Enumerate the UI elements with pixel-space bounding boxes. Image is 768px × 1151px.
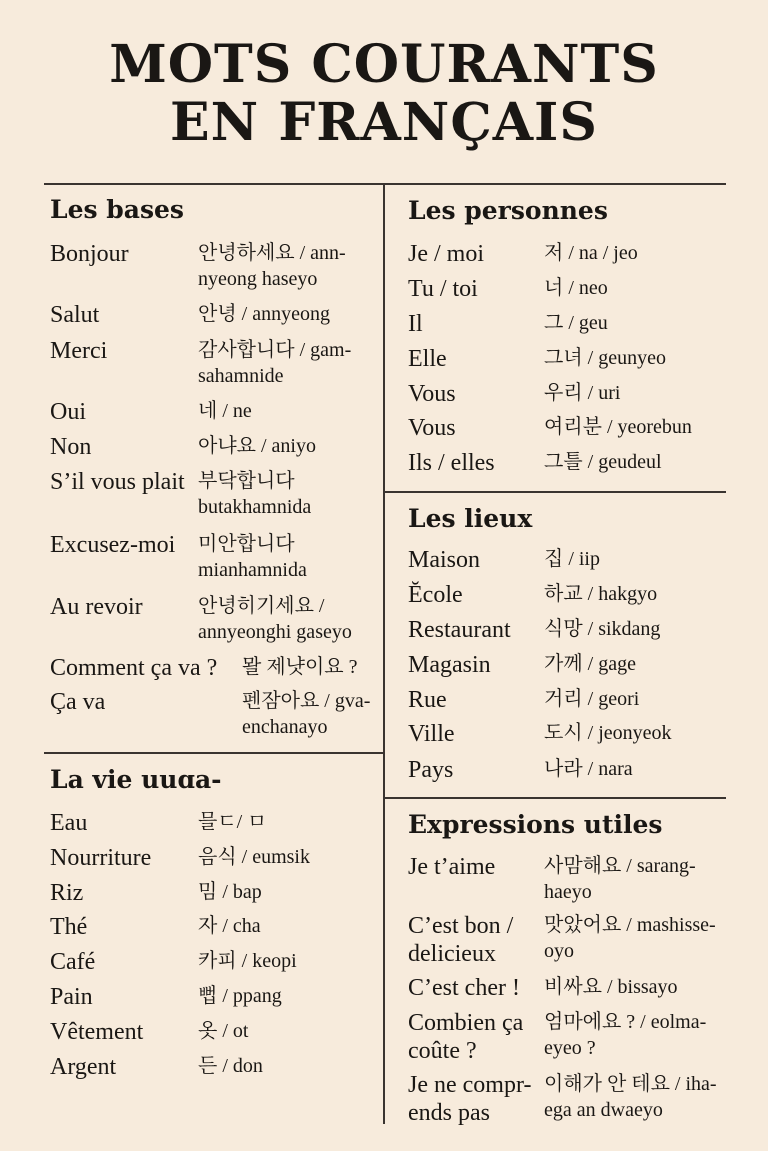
korean-translation: 밈 / bap	[198, 881, 262, 903]
vocab-row-rue	[408, 686, 728, 714]
korean-translation: 나라 / nara	[544, 758, 633, 780]
korean-translation: 든 / don	[198, 1055, 263, 1077]
section-title-personnes: Les personnes	[408, 196, 608, 225]
page-title	[0, 36, 768, 152]
vocab-row-ca-va	[50, 688, 380, 740]
vocab-row-excusez-moi	[50, 531, 370, 583]
french-word: Pain	[50, 984, 93, 1010]
french-word: Rue	[408, 687, 447, 713]
korean-translation: 저 / na / jeo	[544, 242, 638, 264]
french-word: Je t’aime	[408, 854, 496, 880]
vocab-row-restaurant	[408, 616, 728, 644]
french-word: Je ne compr-ends pas	[408, 1072, 532, 1126]
french-word: C’est cher !	[408, 975, 520, 1001]
french-word: Ça va	[50, 689, 106, 715]
french-word: Oui	[50, 399, 86, 425]
french-word: Ils / elles	[408, 450, 495, 476]
korean-translation: 미안합니다 mianhamnida	[198, 533, 307, 581]
vocab-row-vous-1	[408, 380, 728, 408]
right-section-divider-1	[384, 491, 726, 493]
french-word: Au revoir	[50, 594, 143, 620]
french-word: Ĕcole	[408, 582, 463, 608]
korean-translation: 너 / neo	[544, 277, 608, 299]
vocab-row-je-moi	[408, 240, 728, 268]
vocab-row-au-revoir	[50, 593, 370, 645]
korean-translation: 부닥합니다 butakhamnida	[198, 470, 312, 518]
french-word: C’est bon / delicieux	[408, 913, 514, 967]
right-section-divider-2	[384, 797, 726, 799]
korean-translation: 감사합니다 / gam-sahamnide	[198, 339, 352, 387]
korean-translation: 옷 / ot	[198, 1020, 249, 1042]
korean-translation: 거리 / geori	[544, 688, 640, 710]
french-word: S’il vous plait	[50, 469, 185, 495]
vocab-row-cafe	[50, 948, 370, 976]
korean-translation: 음식 / eumsik	[198, 846, 310, 868]
section-title-lieux: Les lieux	[408, 504, 533, 533]
korean-translation: 엄마에요 ? / eolma-eyeo ?	[544, 1011, 707, 1059]
vocab-row-combien	[408, 1009, 738, 1065]
korean-translation: 우리 / uri	[544, 382, 621, 404]
french-word: Comment ça va ?	[50, 655, 218, 681]
french-word: Vous	[408, 381, 456, 407]
korean-translation: 그 / geu	[544, 312, 608, 334]
vocab-row-vous-2	[408, 414, 728, 442]
vocab-row-oui	[50, 398, 370, 426]
french-word: Eau	[50, 810, 88, 836]
french-word: Magasin	[408, 652, 491, 678]
section-title-bases: Les bases	[50, 195, 184, 224]
vocab-row-merci	[50, 337, 370, 389]
korean-translation: 뫌 제냣이요 ?	[242, 656, 358, 678]
left-section-divider	[44, 752, 384, 754]
french-word: Tu / toi	[408, 276, 478, 302]
korean-translation: 안녕 / annyeong	[198, 303, 330, 325]
vocab-row-cest-cher	[408, 974, 738, 1002]
korean-translation: 아냐요 / aniyo	[198, 435, 316, 457]
korean-translation: 사맘해요 / sarang-haeyo	[544, 855, 696, 903]
vocab-row-nourriture	[50, 844, 370, 872]
vocab-row-pays	[408, 756, 728, 784]
french-word: Salut	[50, 302, 100, 328]
section-title-expressions: Expressions utiles	[408, 810, 663, 839]
vocab-row-je-taime	[408, 853, 738, 905]
korean-translation: 카피 / keopi	[198, 950, 297, 972]
korean-translation: 이해가 안 테요 / iha-ega an dwaeyo	[544, 1073, 717, 1121]
french-word: Café	[50, 949, 96, 975]
korean-translation: 비싸요 / bissayo	[544, 976, 678, 998]
korean-translation: 뻡 / ppang	[198, 985, 282, 1007]
french-word: Riz	[50, 880, 84, 906]
vocab-row-bonjour	[50, 240, 370, 292]
korean-translation: 안녕하세요 / ann-nyeong haseyo	[198, 242, 346, 290]
vocab-row-tu-toi	[408, 275, 728, 303]
vocab-row-magasin	[408, 651, 728, 679]
vocab-row-il	[408, 310, 728, 338]
korean-translation: 자 / cha	[198, 915, 261, 937]
french-word: Combien ça coûte ?	[408, 1010, 524, 1064]
french-word: Restaurant	[408, 617, 511, 643]
korean-translation: 도시 / jeonyeok	[544, 722, 672, 744]
vocab-row-ils-elles	[408, 449, 728, 477]
korean-translation: 네 / ne	[198, 400, 252, 422]
column-divider	[383, 184, 385, 1124]
vocab-row-elle	[408, 345, 728, 373]
korean-translation: 집 / iip	[544, 548, 600, 570]
vocab-row-vetement	[50, 1018, 370, 1046]
french-word: Je / moi	[408, 241, 484, 267]
french-word: Thé	[50, 914, 88, 940]
french-word: Pays	[408, 757, 454, 783]
vocab-row-eau	[50, 809, 370, 837]
korean-translation: 식망 / sikdang	[544, 618, 661, 640]
vocab-row-argent	[50, 1053, 370, 1081]
vocab-row-riz	[50, 879, 370, 907]
vocab-row-ville	[408, 720, 728, 748]
vocab-row-je-ne-comprends-pas	[408, 1071, 738, 1127]
french-word: Bonjour	[50, 241, 129, 267]
french-word: Excusez-moi	[50, 532, 176, 558]
korean-translation: 여리분 / yeorebun	[544, 416, 692, 438]
vocab-row-maison	[408, 546, 728, 574]
french-word: Merci	[50, 338, 108, 364]
korean-translation: 안녕히기세요 / annyeonghi gaseyo	[198, 595, 352, 643]
french-word: Vous	[408, 415, 456, 441]
korean-translation: 맛았어요 / mashisse-oyo	[544, 914, 716, 962]
korean-translation: 그틀 / geudeul	[544, 451, 662, 473]
korean-translation: 펜잠아요 / gva-enchanayo	[242, 690, 371, 738]
french-word: Ville	[408, 721, 455, 747]
korean-translation: 가께 / gage	[544, 653, 636, 675]
french-word: Nourriture	[50, 845, 152, 871]
vocab-row-ecole	[408, 581, 728, 609]
vocab-row-sil-vous-plait	[50, 468, 370, 520]
french-word: Vêtement	[50, 1019, 144, 1045]
section-title-vie: La vie uuɑa-	[50, 765, 222, 794]
french-word: Elle	[408, 346, 447, 372]
vocab-row-pain	[50, 983, 370, 1011]
top-rule	[44, 183, 726, 185]
french-word: Argent	[50, 1054, 117, 1080]
korean-translation: 그녀 / geunyeo	[544, 347, 666, 369]
french-word: Maison	[408, 547, 480, 573]
french-word: Non	[50, 434, 92, 460]
vocab-row-salut	[50, 301, 370, 329]
vocab-row-comment-ca-va	[50, 654, 380, 682]
vocab-row-the	[50, 913, 370, 941]
korean-translation: 하교 / hakgyo	[544, 583, 658, 605]
page-title-line-1: MOTS COURANTS	[109, 34, 659, 95]
korean-translation: 믈ㄷ/ ㅁ	[198, 811, 267, 833]
french-word: Il	[408, 311, 423, 337]
page-title-line-2: EN FRANÇAIS	[170, 92, 598, 153]
vocab-row-non	[50, 433, 370, 461]
vocab-row-cest-bon	[408, 912, 738, 968]
